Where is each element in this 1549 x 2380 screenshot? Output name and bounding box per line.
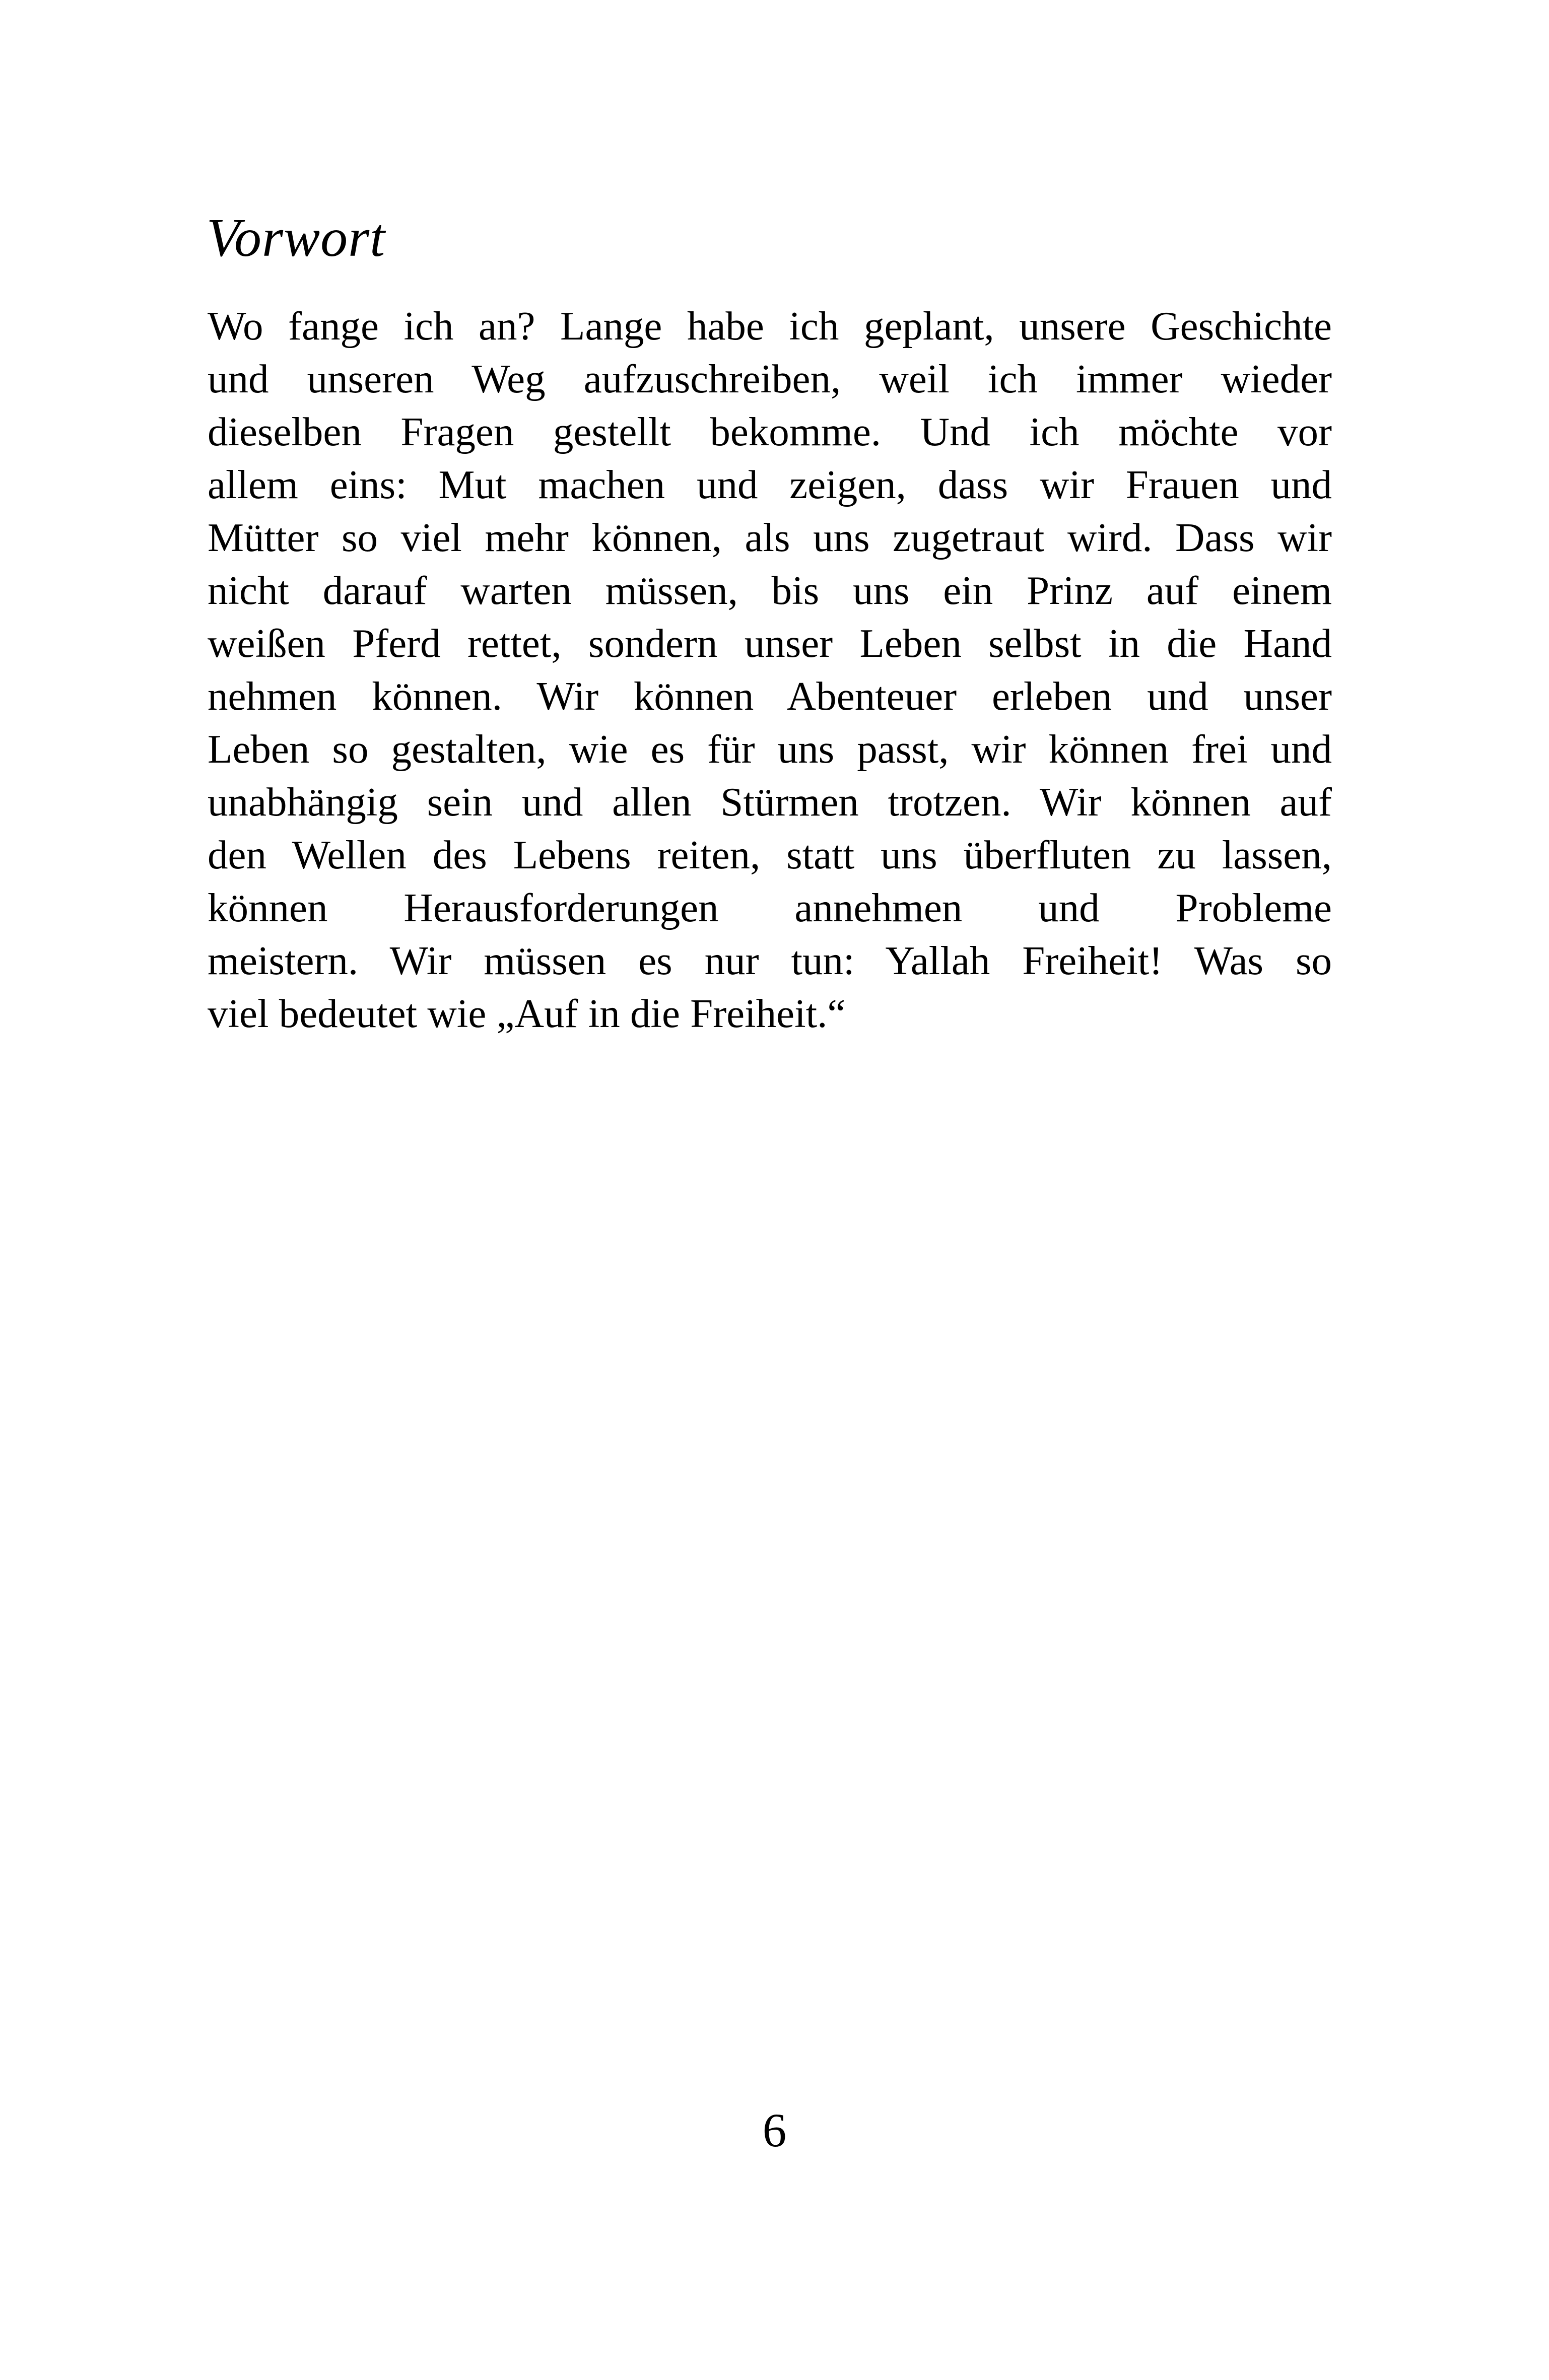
page-number: 6: [762, 2103, 787, 2157]
paragraph-line: nehmen können. Wir können Abenteuer erleben und unser: [208, 673, 1332, 719]
chapter-heading: Vorwort: [207, 208, 386, 268]
paragraph-line: können Herausforderungen annehmen und Probleme: [208, 885, 1332, 930]
paragraph-line: nicht darauf warten müssen, bis uns ein Prinz auf einem: [208, 568, 1332, 613]
body-paragraph: [208, 300, 1332, 1040]
paragraph-line: allem eins: Mut machen und zeigen, dass wir Frauen und: [208, 462, 1332, 507]
paragraph-line: Wo fange ich an? Lange habe ich geplant, unsere Geschichte: [208, 303, 1332, 349]
paragraph-line-last: viel bedeutet wie „Auf in die Freiheit.“: [208, 991, 846, 1036]
paragraph-line: meistern. Wir müssen es nur tun: Yallah Freiheit! Was so: [208, 938, 1332, 983]
paragraph-line: Mütter so viel mehr können, als uns zugetraut wird. Dass wir: [208, 515, 1332, 560]
paragraph-line: dieselben Fragen gestellt bekomme. Und ich möchte vor: [208, 409, 1332, 454]
paragraph-line: unabhängig sein und allen Stürmen trotzen. Wir können auf: [208, 779, 1332, 825]
paragraph-line: weißen Pferd rettet, sondern unser Leben selbst in die Hand: [208, 621, 1332, 666]
paragraph-line: den Wellen des Lebens reiten, statt uns überfluten zu lassen,: [208, 832, 1332, 877]
paragraph-line: Leben so gestalten, wie es für uns passt, wir können frei und: [208, 726, 1332, 772]
paragraph-line: und unseren Weg aufzuschreiben, weil ich immer wieder: [208, 356, 1332, 401]
